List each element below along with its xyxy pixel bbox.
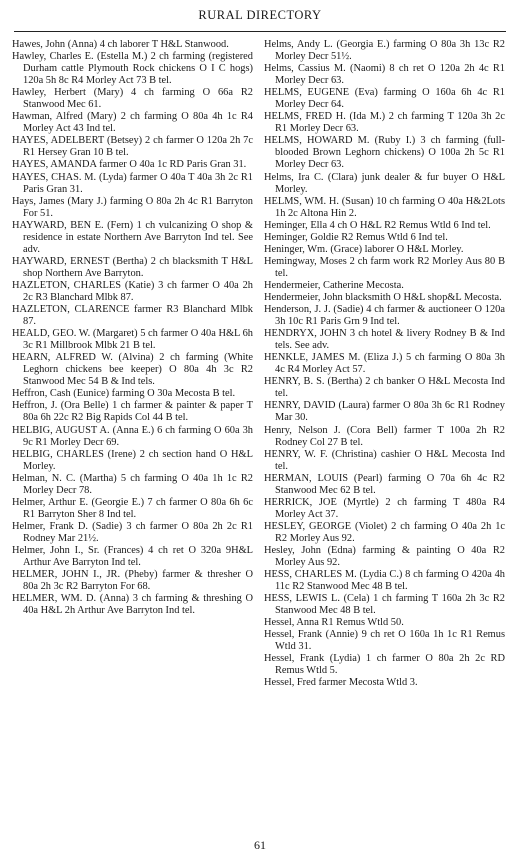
- directory-entry: Heffron, J. (Ora Belle) 1 ch farmer & painter & paper T 80a 6h 22c R2 Big Rapids Col 44 B tel.: [12, 400, 253, 424]
- directory-entry: Helmer, John I., Sr. (Frances) 4 ch ret O 320a 9H&L Arthur Ave Barryton Ind tel.: [12, 544, 253, 569]
- directory-entry: Hessel, Fred farmer Mecosta Wtld 3.: [264, 677, 418, 689]
- directory-entry: HAYWARD, BEN E. (Fern) 1 ch vulcanizing O shop & residence in estate Northern Ave Barryton Ind tel. See adv.: [12, 219, 253, 255]
- directory-entry: Hessel, Frank (Lydia) 1 ch farmer O 80a 2h 2c RD Remus Wtld 5.: [264, 653, 505, 677]
- directory-entry: HELMS, WM. H. (Susan) 10 ch farming O 40a H&2Lots 1h 2c Altona Hin 2.: [264, 195, 505, 219]
- directory-entry: Helmer, Frank D. (Sadie) 3 ch farmer O 80a 2h 2c R1 Rodney Mar 21½.: [12, 520, 253, 544]
- directory-entry: HENRY, B. S. (Bertha) 2 ch banker O H&L Mecosta Ind tel.: [264, 376, 505, 400]
- page-number: 61: [254, 838, 266, 852]
- directory-entry: Hawes, John (Anna) 4 ch laborer T H&L Stanwood.: [12, 39, 229, 50]
- directory-entry: Heminger, Goldie R2 Remus Wtld 6 Ind tel.: [264, 231, 448, 243]
- directory-entry: HELMS, EUGENE (Eva) farming O 160a 6h 4c R1 Morley Decr 64.: [264, 87, 505, 111]
- directory-entry: Hendermeier, John blacksmith O H&L shop&L Mecosta.: [264, 291, 502, 303]
- directory-entry: HAZLETON, CHARLES (Katie) 3 ch farmer O 40a 2h 2c R3 Blanchard Mlbk 87.: [12, 279, 253, 303]
- directory-entry: HAZLETON, CLARENCE farmer R3 Blanchard Mlbk 87.: [12, 304, 253, 328]
- directory-entry: HENRY, DAVID (Laura) farmer O 80a 3h 6c R1 Rodney Mar 30.: [264, 400, 505, 424]
- directory-entry: HAYES, AMANDA farmer O 40a 1c RD Paris Gran 31.: [12, 159, 247, 171]
- directory-entry: HEALD, GEO. W. (Margaret) 5 ch farmer O 40a H&L 6h 3c R1 Millbrook Mlbk 21 B tel.: [12, 328, 253, 352]
- directory-entry: HESS, CHARLES M. (Lydia C.) 8 ch farming O 420a 4h 11c R2 Stanwood Mec 48 B tel.: [264, 569, 505, 593]
- directory-entry: HELBIG, AUGUST A. (Anna E.) 6 ch farming O 60a 3h 9c R1 Morley Decr 69.: [12, 424, 253, 448]
- directory-entry: Hemingway, Moses 2 ch farm work R2 Morley Aus 80 B tel.: [264, 255, 505, 279]
- directory-entry: Hessel, Anna R1 Remus Wtld 50.: [264, 617, 404, 629]
- directory-entry: Helms, Cassius M. (Naomi) 8 ch ret O 120a 2h 4c R1 Morley Decr 63.: [264, 63, 505, 87]
- directory-entry: HAYES, ADELBERT (Betsey) 2 ch farmer O 120a 2h 7c R1 Hersey Gran 10 B tel.: [12, 135, 253, 159]
- directory-entry: HENKLE, JAMES M. (Eliza J.) 5 ch farming O 80a 3h 4c R4 Morley Act 57.: [264, 352, 505, 376]
- page-header: [0, 4, 520, 32]
- directory-entry: Heninger, Wm. (Grace) laborer O H&L Morley.: [264, 243, 464, 255]
- directory-entry: HENRY, W. F. (Christina) cashier O H&L Mecosta Ind tel.: [264, 448, 505, 472]
- directory-entry: Helmer, Arthur E. (Georgie E.) 7 ch farmer O 80a 6h 6c R1 Barryton Sher 8 Ind tel.: [12, 496, 253, 520]
- directory-entry: Helms, Ira C. (Clara) junk dealer & fur buyer O H&L Morley.: [264, 171, 505, 195]
- page-title: RURAL DIRECTORY: [198, 8, 322, 22]
- directory-entry: Heffron, Cash (Eunice) farming O 30a Mecosta B tel.: [12, 388, 236, 400]
- directory-entry: HELMS, FRED H. (Ida M.) 2 ch farming T 120a 3h 2c R1 Morley Decr 63.: [264, 111, 505, 135]
- right-column: [264, 39, 505, 829]
- directory-entry: Hawley, Herbert (Mary) 4 ch farming O 66a R2 Stanwood Mec 61.: [12, 87, 253, 111]
- directory-entry: Henderson, J. J. (Sadie) 4 ch farmer & auctioneer O 120a 3h 10c R1 Paris Grn 9 Ind tel.: [264, 304, 505, 328]
- directory-entry: HAYES, CHAS. M. (Lyda) farmer O 40a T 40a 3h 2c R1 Paris Gran 31.: [12, 171, 253, 195]
- left-column: [12, 39, 253, 829]
- directory-entry: Hendermeier, Catherine Mecosta.: [264, 279, 404, 291]
- directory-entry: HELBIG, CHARLES (Irene) 2 ch section hand O H&L Morley.: [12, 448, 253, 472]
- directory-entry: HELMER, JOHN I., JR. (Pheby) farmer & thresher O 80a 2h 3c R2 Barryton For 68.: [12, 569, 253, 593]
- directory-entry: HENDRYX, JOHN 3 ch hotel & livery Rodney B & Ind tels. See adv.: [264, 328, 505, 352]
- header-rule: [14, 31, 506, 32]
- directory-entry: HESLEY, GEORGE (Violet) 2 ch farming O 40a 2h 1c R2 Morley Aus 92.: [264, 520, 505, 544]
- directory-entry: Hesley, John (Edna) farming & painting O 40a R2 Morley Aus 92.: [264, 544, 505, 569]
- directory-entry: Hessel, Frank (Annie) 9 ch ret O 160a 1h 1c R1 Remus Wtld 31.: [264, 629, 505, 653]
- directory-entry: HERMAN, LOUIS (Pearl) farming O 70a 6h 4c R2 Stanwood Mec 62 B tel.: [264, 472, 505, 496]
- directory-entry: Helms, Andy L. (Georgia E.) farming O 80a 3h 13c R2 Morley Decr 51½.: [264, 39, 505, 63]
- directory-entry: Henry, Nelson J. (Cora Bell) farmer T 100a 2h R2 Rodney Col 27 B tel.: [264, 424, 505, 448]
- directory-entry: HELMS, HOWARD M. (Ruby I.) 3 ch farming (full-blooded Brown Leghorn chickens) O 100a 2h 5c R1 Morley Decr 63.: [264, 135, 505, 171]
- directory-entry: HELMER, WM. D. (Anna) 3 ch farming & threshing O 40a H&L 2h Arthur Ave Barryton Ind tel.: [12, 593, 253, 617]
- directory-entry: Helman, N. C. (Martha) 5 ch farming O 40a 1h 1c R2 Morley Decr 78.: [12, 472, 253, 496]
- directory-entry: HESS, LEWIS L. (Cela) 1 ch farming T 160a 2h 3c R2 Stanwood Mec 48 B tel.: [264, 593, 505, 617]
- directory-entry: Hawley, Charles E. (Estella M.) 2 ch farming (registered Durham cattle Plymouth Rock chickens O I C hogs) 120a 5h 8c R4 Morley Act 73 B tel.: [12, 51, 253, 87]
- directory-entry: HAYWARD, ERNEST (Bertha) 2 ch blacksmith T H&L shop Northern Ave Barryton.: [12, 255, 253, 279]
- directory-entry: Hawman, Alfred (Mary) 2 ch farming O 80a 4h 1c R4 Morley Act 43 Ind tel.: [12, 111, 253, 135]
- directory-entry: Heminger, Ella 4 ch O H&L R2 Remus Wtld 6 Ind tel.: [264, 219, 491, 231]
- directory-entry: Hays, James (Mary J.) farming O 80a 2h 4c R1 Barryton For 51.: [12, 195, 253, 219]
- directory-entry: HERRICK, JOE (Myrtle) 2 ch farming T 480a R4 Morley Act 37.: [264, 496, 505, 520]
- directory-entry: HEARN, ALFRED W. (Alvina) 2 ch farming (White Leghorn chickens bee keeper) O 80a 4h 3c R2 Stanwood Mec 54 B & Ind tels.: [12, 352, 253, 388]
